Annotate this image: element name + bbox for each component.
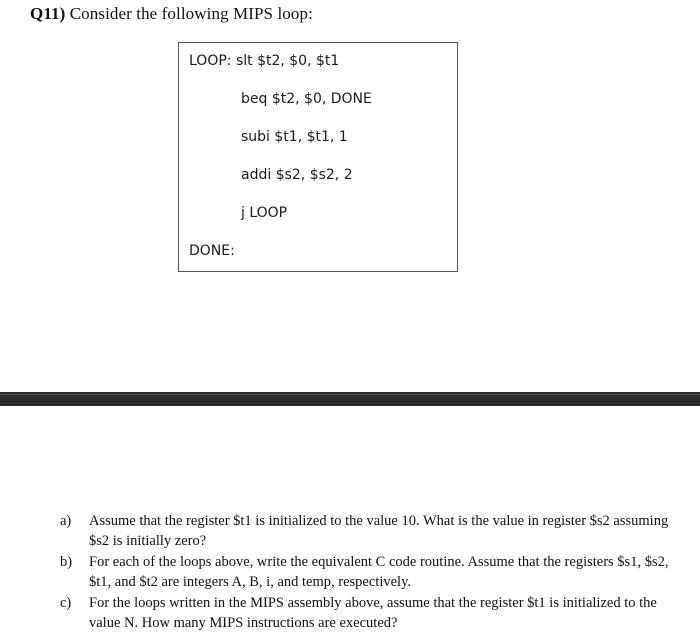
- subquestion-list: [60, 512, 690, 635]
- code-line-addi: addi $s2, $s2, 2: [241, 167, 353, 183]
- code-line-beq: beq $t2, $0, DONE: [241, 91, 372, 107]
- mips-code-box: [178, 42, 458, 272]
- subquestion-text: For each of the loops above, write the equivalent C code routine. Assume that the registers $s1, $s2, $t1, and $t2 are integers A, B, i, and temp, respectively.: [89, 554, 669, 590]
- subquestion-c: [60, 594, 690, 633]
- subquestion-b: [60, 553, 690, 592]
- question-heading: [30, 4, 313, 24]
- subquestion-text: For the loops written in the MIPS assembly above, assume that the register $t1 is initialized to the value N. How many MIPS instructions are executed?: [89, 595, 657, 631]
- subquestion-a: [60, 512, 690, 551]
- code-line-done-label: DONE:: [189, 243, 235, 259]
- subquestion-letter: b): [60, 554, 73, 570]
- question-prompt: Consider the following MIPS loop:: [69, 4, 313, 23]
- subquestion-text: Assume that the register $t1 is initialized to the value 10. What is the value in register $s2 assuming $s2 is initially zero?: [89, 513, 669, 549]
- subquestion-letter: c): [60, 595, 72, 611]
- subquestion-letter: a): [60, 513, 72, 529]
- question-number: Q11): [30, 4, 66, 23]
- code-line-loop-label: LOOP: slt $t2, $0, $t1: [189, 53, 340, 69]
- page-divider: [0, 392, 700, 406]
- code-line-subi: subi $t1, $t1, 1: [241, 129, 348, 145]
- code-line-jump: j LOOP: [241, 205, 288, 221]
